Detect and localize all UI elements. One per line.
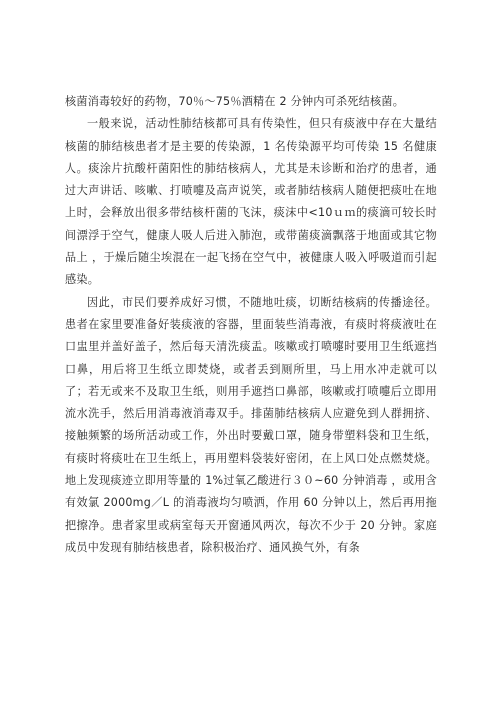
paragraph-prevention-habits: 因此，市民们要养成好习惯，不随地吐痰，切断结核病的传播途径。患者在家里要准备好装痰液的容器，里面装些消毒液，有痰时将痰液吐在口盅里并盖好盖子，然后每天清洗痰盂。咳嗽或打喷嚏时要用卫生纸遮挡口鼻，用后将卫生纸立即焚烧，或者丢到厕所里，马上用水冲走就可以了；若无或来不及取卫生纸，则用手遮挡口鼻部，咳嗽或打喷嚏后立即用流水洗手，然后用消毒液消毒双手。排菌肺结核病人应避免到人群拥挤、接触频繁的场所活动或工作，外出时要戴口罩，随身带塑料袋和卫生纸，有痰时将痰吐在卫生纸上，再用塑料袋装好密闭，在上风口处点燃焚烧。地上发现痰迹立即用等量的 1%过氧乙酸进行３０~60 分钟消毒 ，或用含有效氯 2000mg／L 的消毒液均匀喷洒，作用 60 分钟以上，然后再用拖把擦净。患者家里或病室每天开窗通风两次，每次不少于 20 分钟。家庭成员中发现有肺结核患者，除积极治疗、通风换气外，有条 xyxy=(65,295,437,554)
document-body xyxy=(65,91,437,559)
paragraph-transmission-source: 一般来说，活动性肺结核都可具有传染性，但只有痰液中存在大量结核菌的肺结核患者才是主要的传染源，1 名传染源平均可传染 15 名健康人。痰涂片抗酸杆菌阳性的肺结核病人，尤其是未诊断和治疗的患者，通过大声讲话、咳嗽、打喷嚏及高声说笑，或者肺结核病人随便把痰吐在地上时，会释放出很多带结核杆菌的飞沫，痰沫中<10ｕｍ的痰滴可较长时间漂浮于空气，健康人吸人后进入肺泡，或带菌痰滴飘落于地面或其它物品上 ，于燥后随尘埃混在一起飞扬在空气中，被健康人吸入呼吸道而引起感染。 xyxy=(65,117,437,287)
paragraph-disinfection-note: 核菌消毒较好的药物，70％～75％酒精在 2 分钟内可杀死结核菌。 xyxy=(65,95,405,108)
